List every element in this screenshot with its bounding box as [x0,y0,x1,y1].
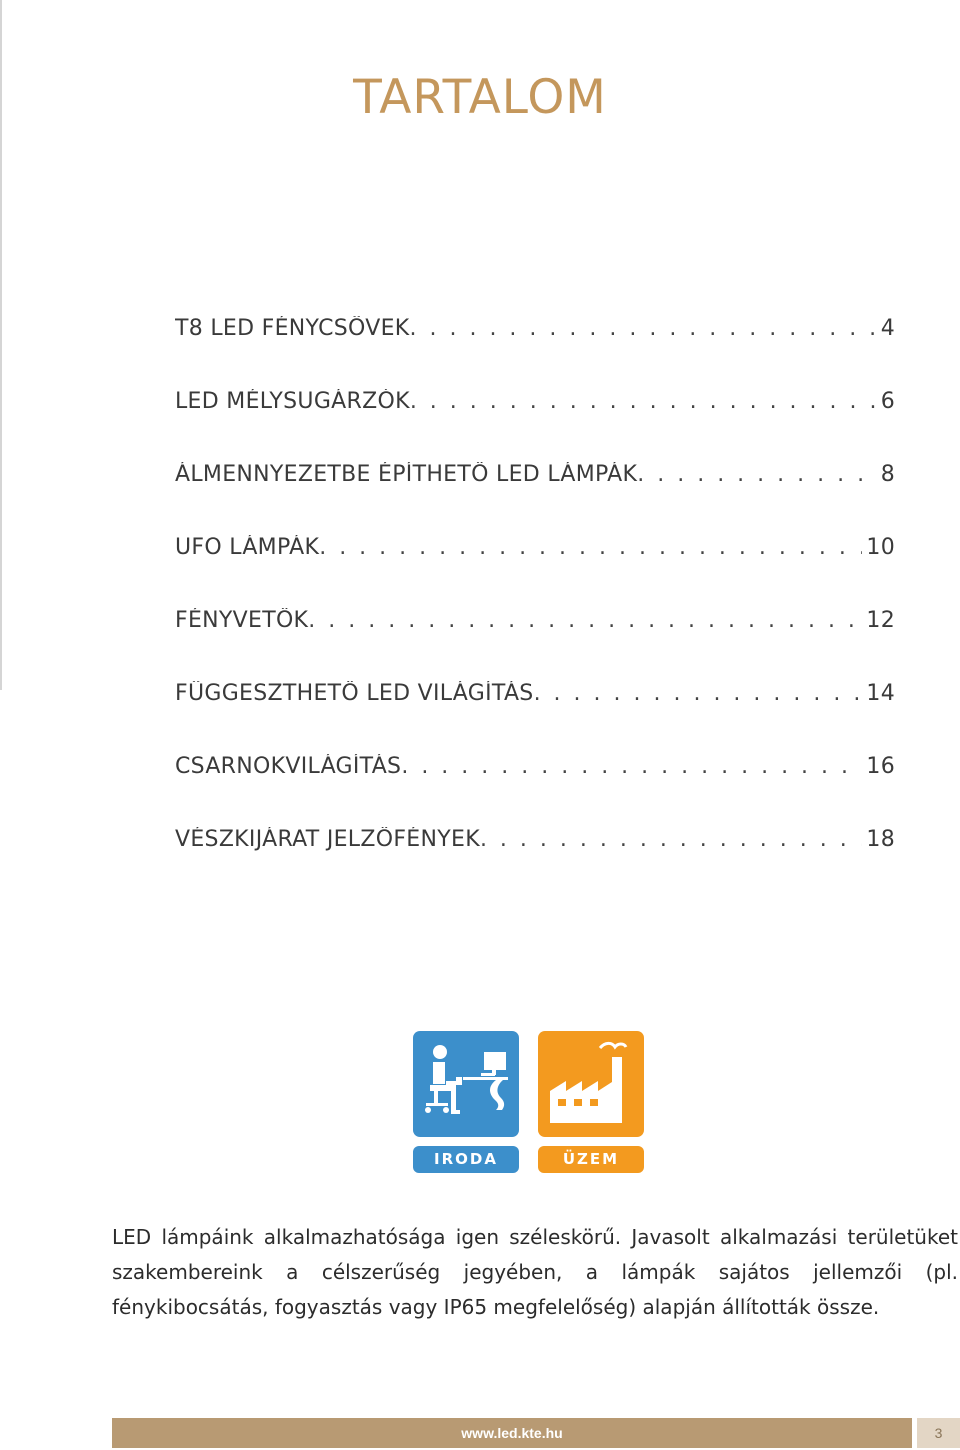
toc-entry[interactable] [175,754,895,827]
page-title: TARTALOM [353,70,607,125]
toc-entry-label: UFO LÁMPÁK [175,535,320,560]
toc-entry-page: 10 [866,535,895,560]
toc-entry-page: 14 [866,681,895,706]
toc-dot-leader [480,827,862,852]
toc-dot-leader [637,462,876,487]
toc-entry-label: FÉNYVETŐK [175,608,309,633]
toc-entry-page: 16 [866,754,895,779]
toc-dot-leader [534,681,863,706]
toc-entry-label: VÉSZKIJÁRAT JELZŐFÉNYEK [175,827,480,852]
toc-entry[interactable] [175,535,895,608]
toc-entry-page: 4 [880,316,895,341]
toc-entry[interactable] [175,681,895,754]
toc-dot-leader [308,608,862,633]
toc-entry-label: ÁLMENNYEZETBE ÉPÍTHETŐ LED LÁMPÁK [175,462,638,487]
toc-entry[interactable] [175,462,895,535]
office-worker-icon [413,1031,519,1137]
toc-dot-leader [410,316,877,341]
toc-entry-page: 8 [880,462,895,487]
toc-entry[interactable] [175,608,895,681]
toc-dot-leader [401,754,862,779]
toc-entry[interactable] [175,827,895,900]
toc-entry-page: 18 [866,827,895,852]
toc-entry-label: LED MÉLYSUGÁRZÓK [175,389,410,414]
toc-dot-leader [410,389,877,414]
footer-website[interactable]: www.led.kte.hu [112,1418,912,1448]
toc-dot-leader [319,535,862,560]
toc-entry-page: 6 [880,389,895,414]
toc-entry[interactable] [175,389,895,462]
toc-entry-page: 12 [866,608,895,633]
intro-paragraph: LED lámpáink alkalmazhatósága igen széleskörű. Javasolt alkalmazási területüket szakembereink a célszerűség jegyében, a lámpák sajátos jellemzői (pl. fénykibocsátás, fogyasztás vagy IP65 megfelelőség) alapján állították össze. [112,1225,958,1319]
office-label: IRODA [413,1146,519,1173]
factory-icon [538,1031,644,1137]
toc-entry-label: T8 LED FÉNYCSÖVEK [175,316,410,341]
toc-entry[interactable] [175,316,895,389]
toc-entry-label: FÜGGESZTHETŐ LED VILÁGÍTÁS [175,681,534,706]
plant-label: ÜZEM [538,1146,644,1173]
page-number: 3 [917,1418,960,1448]
table-of-contents [175,316,895,900]
toc-entry-label: CSARNOKVILÁGÍTÁS [175,754,402,779]
